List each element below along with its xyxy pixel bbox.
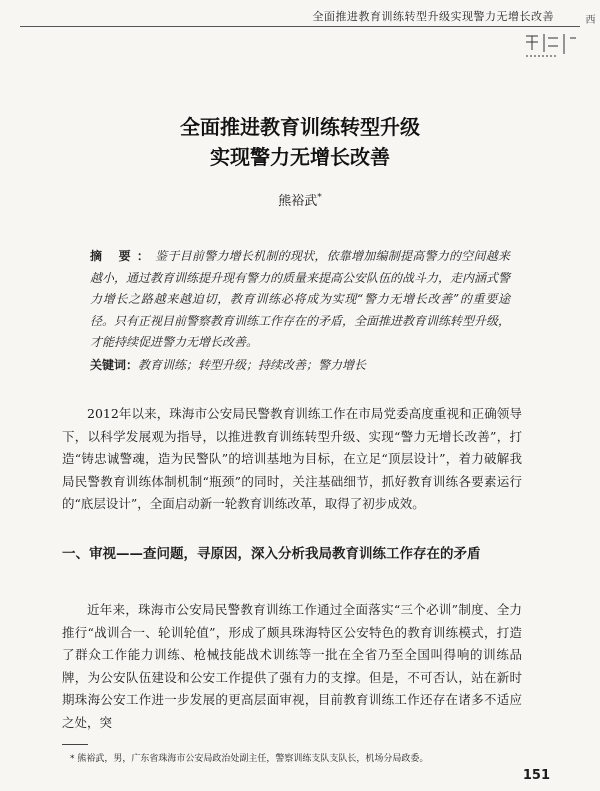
footnote: * 熊裕武，男，广东省珠海市公安局政治处副主任，警察训练支队支队长，机场分局政委。 (70, 754, 429, 764)
page-number: 151 (522, 768, 550, 783)
title-line-2: 实现警力无增长改善 (210, 145, 390, 169)
body-paragraph-1: 2012年以来，珠海市公安局民警教育训练工作在市局党委高度重视和正确领导下，以科学发展观为指导，以推进教育训练转型升级、实现“警力无增长改善”，打造“铸忠诚警魂，造为民警队”的培训基地为目标，在立足“顶层设计”，着力破解我局民警教育训练体制机制“瓶颈”的同时，关注基础细节，抓好教育训练各要素运行的“底层设计”，全面启动新一轮教育训练改革，取得了初步成效。 (62, 406, 522, 511)
scan-artifact-icon (512, 22, 592, 72)
abstract (90, 246, 510, 354)
abstract-text: 鉴于目前警力增长机制的现状，依靠增加编制提高警力的空间越来越小，通过教育训练提升现有警力的质量来提高公安队伍的战斗力，走内涵式警力增长之路越来越迫切，教育训练必将成为实现“警力无增长改善”的重要途径。只有正视目前警察教育训练工作存在的矛盾，全面推进教育训练转型升级，才能持续促进警力无增长改善。 (90, 249, 511, 349)
keywords-label: 关键词： (90, 358, 139, 372)
keywords-text: 教育训练；转型升级；持续改善；警力增长 (138, 358, 367, 372)
author-footnote-mark: * (317, 192, 322, 203)
author-line (0, 190, 600, 209)
keywords (90, 355, 510, 375)
footnote-rule (62, 744, 88, 745)
body-paragraph-2: 近年来，珠海市公安局民警教育训练工作通过全面落实“三个必训”制度、全力推行“战训合一、轮训轮值”，形成了颇具珠海特区公安特色的教育训练模式，打造了群众工作能力训练、枪械技能战术训练等一批在全省乃至全国叫得响的训练品牌，为公安队伍建设和公安工作提供了强有力的支撑。但是，不可否认，站在新时期珠海公安工作进一步发展的更高层面审视，目前教育训练工作还存在诸多不适应之处，突 (62, 602, 522, 730)
article-title (0, 112, 600, 172)
margin-text: 西 (583, 14, 594, 24)
header-rule (20, 26, 580, 27)
running-header: 全面推进教育训练转型升级实现警力无增长改善 (312, 10, 554, 23)
abstract-label: 摘 要： (90, 249, 156, 263)
title-line-1: 全面推进教育训练转型升级 (180, 115, 420, 139)
author-name: 熊裕武 (278, 194, 318, 209)
section-heading: 一、审视——查问题，寻原因，深入分析我局教育训练工作存在的矛盾 (62, 546, 481, 562)
